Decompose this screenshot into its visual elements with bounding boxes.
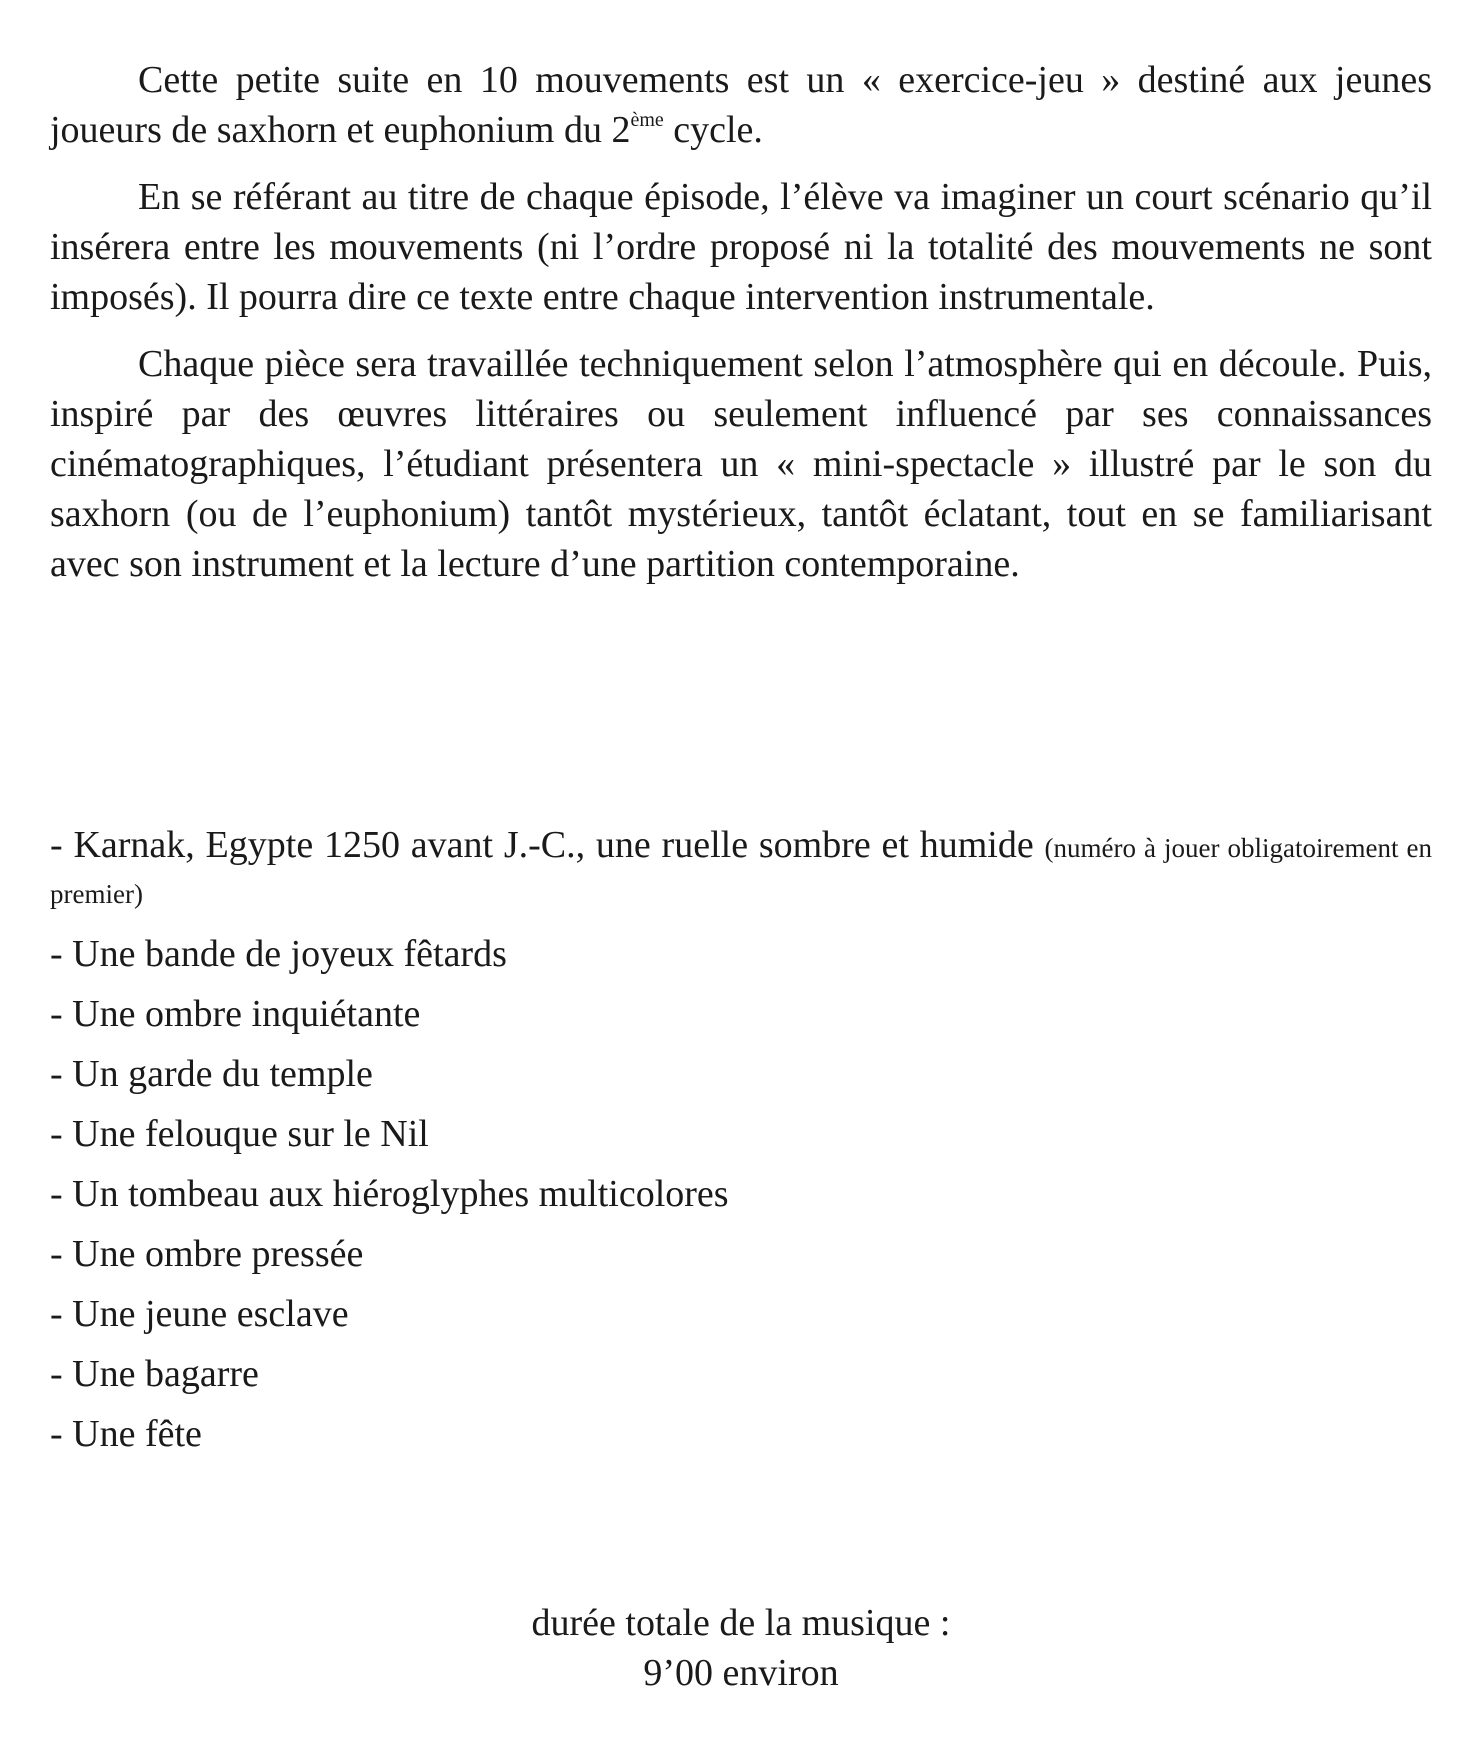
intro-paragraph-1: [50, 55, 1432, 155]
movement-title: - Karnak, Egypte 1250 avant J.-C., une ruelle sombre et humide: [50, 824, 1034, 866]
movement-item-9: - Une bagarre: [50, 1353, 259, 1395]
intro-paragraph-2: En se référant au titre de chaque épisode, l’élève va imaginer un court scénario qu’il insérera entre les mouvements (ni l’ordre proposé ni la totalité des mouvements ne sont imposés). Il pourra dire ce texte entre chaque intervention instrumentale.: [50, 176, 1432, 318]
movement-item-4: - Un garde du temple: [50, 1053, 373, 1095]
movement-item-7: - Une ombre pressée: [50, 1233, 364, 1275]
movement-item-5: - Une felouque sur le Nil: [50, 1113, 429, 1155]
movement-note: (numéro à jouer obligatoirement en premier): [50, 833, 1433, 909]
movement-list: [50, 822, 1432, 1464]
movement-item-2: - Une bande de joyeux fêtards: [50, 933, 507, 975]
movement-item-6: - Un tombeau aux hiéroglyphes multicolores: [50, 1173, 729, 1215]
intro-paragraph-3: Chaque pièce sera travaillée techniquement selon l’atmosphère qui en découle. Puis, inspiré par des œuvres littéraires ou seulement influencé par ses connaissances cinématographiques, l’étudiant présentera un « mini-spectacle » illustré par le son du saxhorn (ou de l’euphonium) tantôt mystérieux, tantôt éclatant, tout en se familiarisant avec son instrument et la lecture d’une partition contemporaine.: [50, 343, 1432, 585]
movement-item-10: - Une fête: [50, 1413, 202, 1455]
introduction: [50, 55, 1432, 606]
intro-paragraph-1-end: cycle.: [663, 109, 763, 151]
ordinal-superscript: ème: [630, 109, 664, 132]
intro-paragraph-1-text: Cette petite suite en 10 mouvements est un « exercice-jeu » destiné aux jeunes joueurs de saxhorn et euphonium du 2: [50, 59, 1432, 151]
movement-item-8: - Une jeune esclave: [50, 1293, 349, 1335]
movement-item-3: - Une ombre inquiétante: [50, 993, 421, 1035]
movement-item-1: [50, 822, 1432, 914]
duration-block: [50, 1598, 1432, 1698]
duration-value: 9’00 environ: [643, 1652, 839, 1694]
duration-label: durée totale de la musique :: [531, 1602, 951, 1644]
